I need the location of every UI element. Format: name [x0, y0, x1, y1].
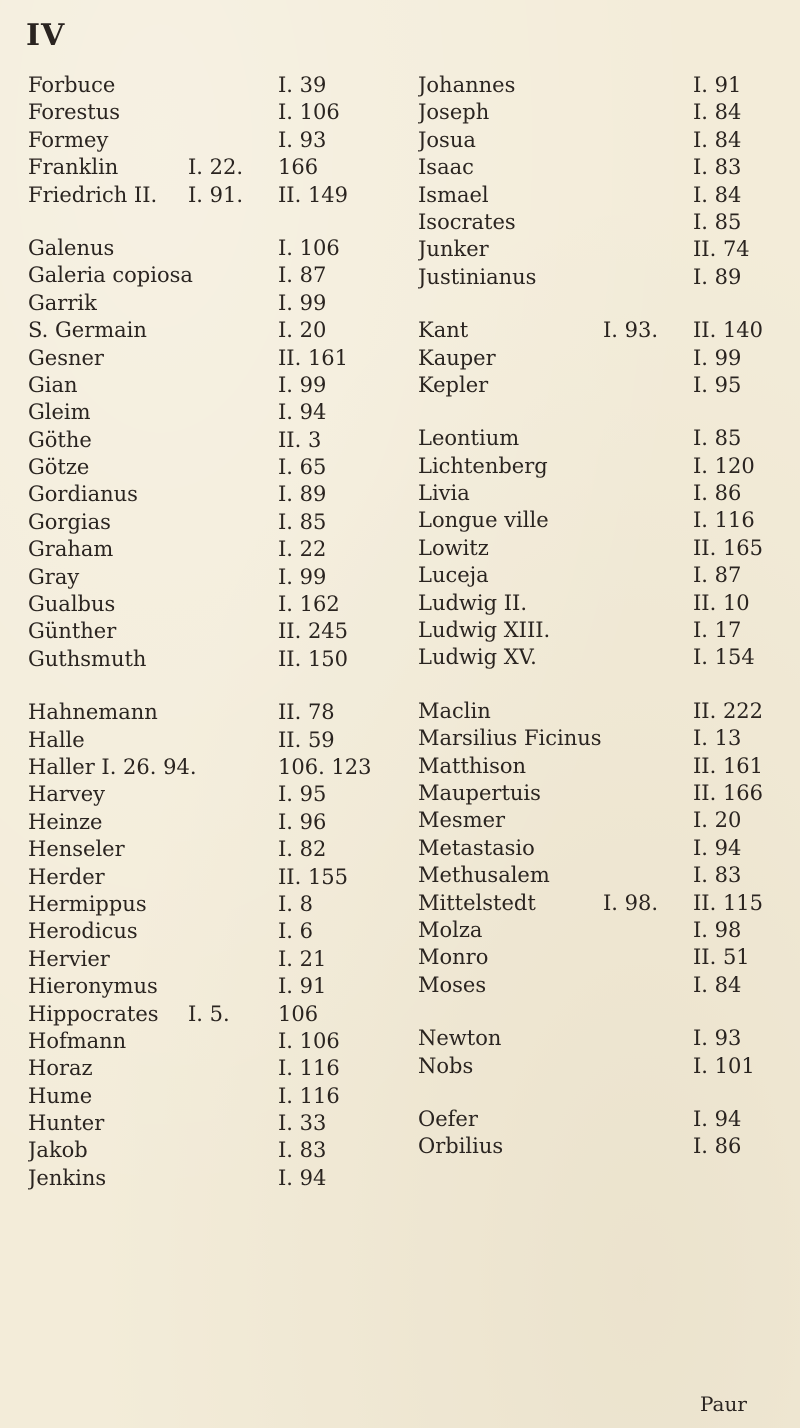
entry-page-ref: I. 13	[693, 726, 742, 751]
index-entry	[28, 1137, 403, 1164]
entry-page-ref: I. 6	[278, 919, 314, 944]
index-entry	[418, 1025, 778, 1052]
entry-page-ref: II. 149	[278, 182, 349, 207]
index-entry	[418, 862, 778, 889]
entry-page-ref: I. 89	[278, 482, 327, 507]
index-entry	[28, 72, 403, 99]
index-group	[418, 317, 778, 399]
entry-page-ref: I. 93	[693, 1026, 742, 1051]
index-entry	[418, 453, 778, 480]
entry-name: Ismael	[418, 182, 489, 207]
index-entry	[28, 891, 403, 918]
index-entry	[418, 1133, 778, 1160]
entry-page-ref: I. 21	[278, 946, 327, 971]
entry-page-ref: I. 89	[693, 264, 742, 289]
entry-page-ref: I. 83	[693, 155, 742, 180]
index-group	[418, 1106, 778, 1161]
index-entry	[418, 1106, 778, 1133]
entry-page-ref: I. 116	[278, 1056, 340, 1081]
index-entry	[28, 591, 403, 618]
entry-name: S. Germain	[28, 318, 147, 343]
entry-extra-ref: I. 91.	[188, 182, 244, 207]
index-entry	[418, 236, 778, 263]
entry-page-ref: I. 99	[693, 345, 742, 370]
entry-page-ref: I. 95	[278, 782, 327, 807]
entry-name: Kepler	[418, 372, 489, 397]
index-entry	[418, 264, 778, 291]
index-entry	[28, 973, 403, 1000]
entry-name: Gesner	[28, 345, 104, 370]
entry-page-ref: II. 150	[278, 646, 349, 671]
index-entry	[418, 617, 778, 644]
entry-name: Ludwig XV.	[418, 645, 537, 670]
entry-name: Formey	[28, 127, 109, 152]
entry-extra-ref: I. 93.	[603, 318, 659, 343]
index-entry	[28, 1055, 403, 1082]
entry-page-ref: I. 94	[693, 835, 742, 860]
index-entry	[418, 154, 778, 181]
entry-page-ref: I. 20	[278, 318, 327, 343]
index-group	[28, 235, 403, 673]
entry-name: Longue ville	[418, 508, 549, 533]
entry-page-ref: I. 83	[693, 863, 742, 888]
index-entry	[418, 644, 778, 671]
entry-name: Matthison	[418, 753, 527, 778]
entry-page-ref: I. 154	[693, 645, 755, 670]
entry-name: Gian	[28, 372, 78, 397]
entry-name: Galeria copiosa	[28, 263, 193, 288]
index-entry	[418, 1053, 778, 1080]
entry-name: Gleim	[28, 400, 91, 425]
index-entry	[28, 290, 403, 317]
entry-name: Johannes	[418, 73, 516, 97]
index-entry	[418, 725, 778, 752]
index-group	[28, 699, 403, 1192]
entry-name: Guthsmuth	[28, 646, 147, 671]
entry-name: Graham	[28, 537, 114, 562]
index-entry	[28, 536, 403, 563]
entry-name: Luceja	[418, 563, 489, 588]
entry-page-ref: I. 93	[278, 127, 327, 152]
index-entry	[418, 127, 778, 154]
entry-name: Gualbus	[28, 592, 116, 617]
entry-extra-ref: I. 22.	[188, 155, 244, 180]
entry-page-ref: I. 20	[693, 808, 742, 833]
entry-page-ref: I. 106	[278, 235, 340, 260]
entry-name: Franklin	[28, 155, 119, 180]
index-entry	[28, 809, 403, 836]
entry-name: Monro	[418, 945, 489, 970]
entry-page-ref: II. 10	[693, 590, 750, 615]
entry-page-ref: I. 101	[693, 1053, 755, 1078]
index-entry	[28, 509, 403, 536]
index-entry	[418, 425, 778, 452]
entry-page-ref: II. 245	[278, 619, 349, 644]
entry-page-ref: II. 165	[693, 535, 764, 560]
entry-page-ref: I. 96	[278, 809, 327, 834]
entry-name: Hervier	[28, 946, 110, 971]
entry-page-ref: I. 84	[693, 127, 742, 152]
entry-name: Metastasio	[418, 835, 535, 860]
entry-name: Jenkins	[28, 1165, 107, 1190]
entry-name: Moses	[418, 972, 487, 997]
entry-name: Methusalem	[418, 863, 550, 888]
entry-page-ref: I. 87	[693, 563, 742, 588]
index-entry	[418, 590, 778, 617]
entry-name: Oefer	[418, 1106, 478, 1131]
index-entry	[418, 72, 778, 99]
entry-name: Nobs	[418, 1053, 474, 1078]
entry-page-ref: II. 51	[693, 945, 750, 970]
index-entry	[418, 345, 778, 372]
entry-page-ref: I. 120	[693, 453, 755, 478]
entry-extra-ref: I. 5.	[188, 1001, 230, 1026]
index-entry	[28, 699, 403, 726]
entry-name: Mesmer	[418, 808, 506, 833]
index-entry	[418, 917, 778, 944]
entry-page-ref: I. 116	[278, 1083, 340, 1108]
index-entry	[28, 127, 403, 154]
entry-name: Forestus	[28, 100, 121, 125]
entry-name: Göthe	[28, 427, 92, 452]
entry-name: Marsilius Ficinus	[418, 726, 602, 751]
entry-page-ref: I. 106	[278, 1028, 340, 1053]
index-entry	[28, 618, 403, 645]
entry-name: Herodicus	[28, 919, 138, 944]
index-entry	[418, 317, 778, 344]
entry-name: Hofmann	[28, 1028, 127, 1053]
entry-name: Gordianus	[28, 482, 138, 507]
entry-page-ref: I. 39	[278, 73, 327, 97]
index-entry	[28, 727, 403, 754]
entry-page-ref: I. 84	[693, 100, 742, 125]
entry-page-ref: I. 99	[278, 372, 327, 397]
entry-name: Hahnemann	[28, 700, 158, 725]
entry-page-ref: I. 116	[693, 508, 755, 533]
entry-page-ref: II. 166	[693, 780, 764, 805]
entry-extra-ref: I. 98.	[603, 890, 659, 915]
entry-name: Justinianus	[418, 264, 537, 289]
entry-name: Maupertuis	[418, 780, 541, 805]
index-entry	[28, 1028, 403, 1055]
catchword: Paur	[700, 1392, 747, 1416]
index-entry	[418, 753, 778, 780]
index-entry	[28, 781, 403, 808]
entry-name: Molza	[418, 917, 483, 942]
entry-page-ref: II. 115	[693, 890, 764, 915]
entry-name: Leontium	[418, 426, 520, 451]
index-entry	[418, 480, 778, 507]
entry-page-ref: 106. 123	[278, 754, 372, 779]
index-entry	[418, 835, 778, 862]
entry-name: Mittelstedt	[418, 890, 536, 915]
page-number: IV	[26, 18, 66, 53]
index-group	[28, 72, 403, 209]
entry-name: Götze	[28, 455, 90, 480]
entry-page-ref: I. 82	[278, 837, 327, 862]
entry-page-ref: I. 85	[693, 426, 742, 451]
index-entry	[28, 454, 403, 481]
entry-page-ref: I. 86	[693, 1134, 742, 1159]
entry-name: Orbilius	[418, 1134, 504, 1159]
entry-page-ref: II. 222	[693, 698, 764, 723]
entry-name: Günther	[28, 619, 117, 644]
index-entry	[28, 564, 403, 591]
entry-name: Junker	[418, 237, 489, 262]
index-entry	[28, 372, 403, 399]
index-column-right	[418, 72, 778, 1187]
entry-page-ref: I. 91	[693, 73, 742, 97]
index-entry	[418, 944, 778, 971]
entry-name: Horaz	[28, 1056, 93, 1081]
index-entry	[28, 481, 403, 508]
entry-name: Heinze	[28, 809, 103, 834]
index-entry	[418, 807, 778, 834]
entry-page-ref: II. 155	[278, 864, 349, 889]
entry-name: Hume	[28, 1083, 93, 1108]
index-entry	[28, 646, 403, 673]
entry-name: Galenus	[28, 235, 115, 260]
entry-name: Isaac	[418, 155, 474, 180]
entry-name: Gray	[28, 564, 80, 589]
index-entry	[418, 780, 778, 807]
index-entry	[28, 262, 403, 289]
index-entry	[418, 535, 778, 562]
index-entry	[28, 946, 403, 973]
index-entry	[28, 399, 403, 426]
entry-name: Kauper	[418, 345, 496, 370]
entry-name: Josua	[418, 127, 476, 152]
entry-name: Hippocrates	[28, 1001, 159, 1026]
entry-name: Jakob	[28, 1138, 88, 1163]
index-group	[418, 1025, 778, 1080]
entry-name: Garrik	[28, 290, 97, 315]
entry-name: Herder	[28, 864, 105, 889]
entry-name: Hunter	[28, 1111, 105, 1136]
entry-name: Livia	[418, 481, 470, 506]
entry-name: Joseph	[418, 100, 490, 125]
index-entry	[28, 182, 403, 209]
entry-page-ref: I. 95	[693, 372, 742, 397]
index-entry	[28, 427, 403, 454]
entry-page-ref: I. 91	[278, 974, 327, 999]
entry-page-ref: I. 94	[693, 1106, 742, 1131]
entry-page-ref: II. 161	[693, 753, 764, 778]
entry-name: Harvey	[28, 782, 106, 807]
entry-page-ref: I. 85	[693, 209, 742, 234]
entry-page-ref: I. 22	[278, 537, 327, 562]
index-entry	[28, 345, 403, 372]
entry-name: Isocrates	[418, 209, 516, 234]
entry-name: Maclin	[418, 698, 491, 723]
index-entry	[418, 99, 778, 126]
entry-page-ref: II. 59	[278, 727, 335, 752]
index-entry	[28, 99, 403, 126]
index-entry	[28, 754, 403, 781]
entry-name: Ludwig II.	[418, 590, 527, 615]
entry-page-ref: II. 161	[278, 345, 349, 370]
entry-name: Henseler	[28, 837, 125, 862]
entry-page-ref: I. 84	[693, 182, 742, 207]
index-entry	[418, 698, 778, 725]
entry-page-ref: II. 3	[278, 427, 322, 452]
index-entry	[28, 836, 403, 863]
entry-page-ref: I. 99	[278, 564, 327, 589]
entry-name: Hermippus	[28, 891, 147, 916]
entry-page-ref: I. 65	[278, 455, 327, 480]
index-entry	[28, 1165, 403, 1192]
entry-name: Kant	[418, 318, 469, 343]
entry-page-ref: II. 74	[693, 237, 750, 262]
index-entry	[28, 1001, 403, 1028]
index-entry	[28, 1083, 403, 1110]
entry-page-ref: I. 87	[278, 263, 327, 288]
entry-page-ref: I. 162	[278, 592, 340, 617]
entry-name: Lichtenberg	[418, 453, 548, 478]
index-entry	[418, 182, 778, 209]
entry-name: Gorgias	[28, 509, 111, 534]
entry-page-ref: 106	[278, 1001, 319, 1026]
entry-name: Lowitz	[418, 535, 489, 560]
entry-page-ref: I. 8	[278, 891, 314, 916]
index-entry	[418, 507, 778, 534]
index-entry	[418, 372, 778, 399]
entry-page-ref: I. 84	[693, 972, 742, 997]
index-entry	[28, 1110, 403, 1137]
entry-page-ref: I. 99	[278, 290, 327, 315]
index-entry	[28, 864, 403, 891]
entry-name: Forbuce	[28, 73, 116, 97]
index-entry	[28, 918, 403, 945]
entry-page-ref: I. 86	[693, 481, 742, 506]
entry-page-ref: I. 106	[278, 100, 340, 125]
entry-page-ref: 166	[278, 155, 319, 180]
index-column-left	[28, 72, 403, 1218]
entry-page-ref: I. 33	[278, 1111, 327, 1136]
index-entry	[28, 235, 403, 262]
index-entry	[418, 972, 778, 999]
entry-name: Haller I. 26. 94.	[28, 754, 197, 779]
entry-page-ref: I. 83	[278, 1138, 327, 1163]
entry-page-ref: I. 17	[693, 618, 742, 643]
index-entry	[418, 890, 778, 917]
entry-page-ref: I. 94	[278, 400, 327, 425]
entry-name: Ludwig XIII.	[418, 618, 551, 643]
index-entry	[418, 562, 778, 589]
index-group	[418, 698, 778, 999]
index-entry	[418, 209, 778, 236]
entry-name: Friedrich II.	[28, 182, 158, 207]
index-group	[418, 425, 778, 672]
entry-name: Halle	[28, 727, 85, 752]
entry-page-ref: I. 98	[693, 917, 742, 942]
index-entry	[28, 317, 403, 344]
entry-page-ref: I. 85	[278, 509, 327, 534]
entry-page-ref: I. 94	[278, 1165, 327, 1190]
entry-name: Newton	[418, 1026, 502, 1051]
entry-page-ref: II. 140	[693, 318, 764, 343]
index-group	[418, 72, 778, 291]
entry-page-ref: II. 78	[278, 700, 335, 725]
index-entry	[28, 154, 403, 181]
entry-name: Hieronymus	[28, 974, 158, 999]
